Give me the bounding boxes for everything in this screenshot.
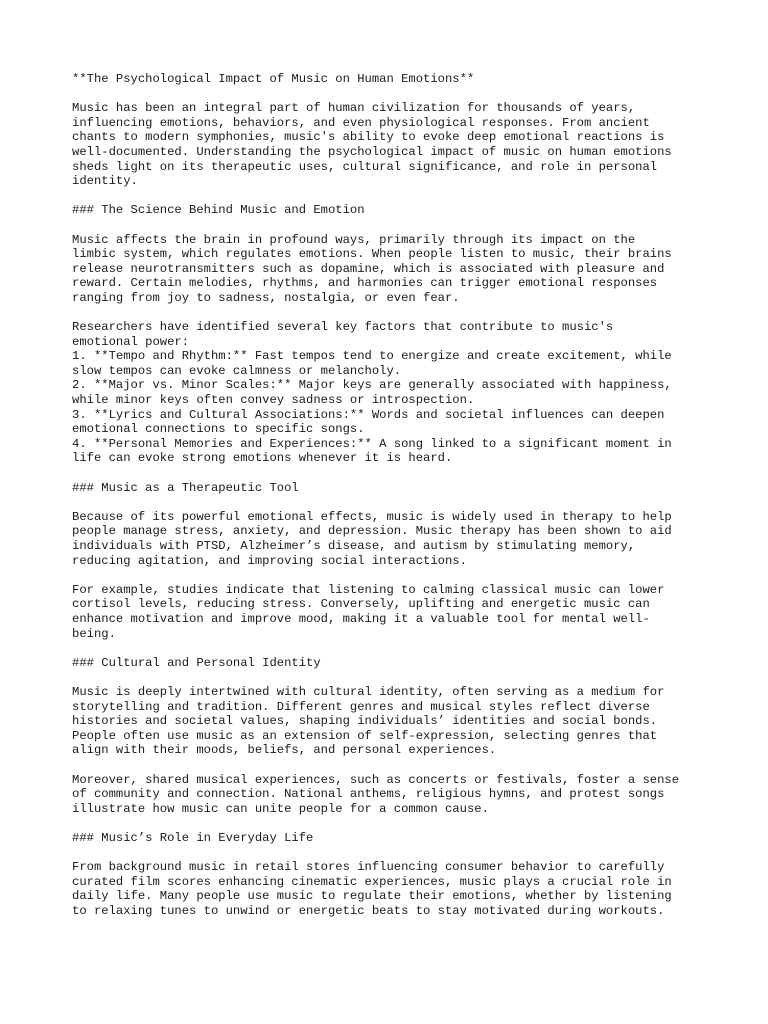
intro-paragraph [72, 101, 712, 189]
text-line: storytelling and tradition. Different genres and musical styles reflect diverse [72, 699, 650, 714]
paragraph-gap [72, 466, 712, 481]
text-line: histories and societal values, shaping individuals’ identities and social bonds. [72, 714, 658, 729]
identity-paragraph [72, 685, 712, 758]
paragraph-gap [72, 495, 712, 510]
text-line: sheds light on its therapeutic uses, cultural significance, and role in personal [72, 159, 658, 174]
text-line: well-documented. Understanding the psychological impact of music on human emotions [72, 144, 672, 159]
document-page [72, 72, 712, 918]
text-line: **The Psychological Impact of Music on Human Emotions** [72, 72, 475, 86]
text-line: of community and connection. National anthems, religious hymns, and protest songs [72, 787, 665, 802]
section-heading-therapy [72, 481, 712, 496]
text-line: curated film scores enhancing cinematic experiences, music plays a crucial role in [72, 874, 672, 889]
paragraph-gap [72, 306, 712, 321]
text-line: From background music in retail stores influencing consumer behavior to carefully [72, 860, 665, 875]
paragraph-gap [72, 845, 712, 860]
science-paragraph [72, 233, 712, 306]
text-line: ranging from joy to sadness, nostalgia, or even fear. [72, 290, 460, 305]
text-line: align with their moods, beliefs, and personal experiences. [72, 743, 497, 758]
paragraph-gap [72, 670, 712, 685]
text-line: being. [72, 626, 116, 641]
text-line: enhance motivation and improve mood, making it a valuable tool for mental well- [72, 611, 650, 626]
text-line: while minor keys often convey sadness or introspection. [72, 393, 475, 408]
paragraph-gap [72, 189, 712, 204]
text-line: Because of its powerful emotional effects, music is widely used in therapy to help [72, 509, 672, 524]
section-heading-identity [72, 656, 712, 671]
text-line: People often use music as an extension of self-expression, selecting genres that [72, 728, 658, 743]
text-line: individuals with PTSD, Alzheimer’s disease, and autism by stimulating memory, [72, 539, 636, 553]
text-line: release neurotransmitters such as dopamine, which is associated with pleasure and [72, 261, 665, 276]
paragraph-gap [72, 641, 712, 656]
community-paragraph [72, 773, 712, 817]
text-line: 2. **Major vs. Minor Scales:** Major keys are generally associated with happiness, [72, 378, 672, 393]
text-line: cortisol levels, reducing stress. Conversely, uplifting and energetic music can [72, 597, 650, 612]
text-line: slow tempos can evoke calmness or melancholy. [72, 363, 402, 378]
text-line: Music has been an integral part of human civilization for thousands of years, [72, 101, 636, 116]
paragraph-gap [72, 758, 712, 773]
text-line: to relaxing tunes to unwind or energetic beats to stay motivated during workouts. [72, 903, 665, 918]
text-line: 1. **Tempo and Rhythm:** Fast tempos tend to energize and create excitement, while [72, 349, 672, 364]
key-factors-list [72, 320, 712, 466]
section-heading-everyday [72, 831, 712, 846]
text-line: limbic system, which regulates emotions. When people listen to music, their brains [72, 247, 672, 262]
text-line: 3. **Lyrics and Cultural Associations:** Words and societal influences can deepen [72, 407, 665, 422]
text-line: daily life. Many people use music to regulate their emotions, whether by listening [72, 889, 672, 904]
paragraph-gap [72, 568, 712, 583]
text-line: emotional power: [72, 334, 190, 349]
therapy-paragraph [72, 510, 712, 568]
text-line: ### The Science Behind Music and Emotion [72, 203, 365, 218]
text-line: ### Music’s Role in Everyday Life [72, 830, 314, 845]
document-title [72, 72, 712, 87]
everyday-paragraph [72, 860, 712, 918]
paragraph-gap [72, 87, 712, 102]
text-line: chants to modern symphonies, music's ability to evoke deep emotional reactions is [72, 130, 665, 145]
text-line: influencing emotions, behaviors, and even physiological responses. From ancient [72, 115, 650, 130]
text-line: ### Music as a Therapeutic Tool [72, 480, 299, 495]
text-line: identity. [72, 174, 138, 189]
text-line: illustrate how music can unite people for a common cause. [72, 801, 489, 816]
paragraph-gap [72, 816, 712, 831]
text-line: emotional connections to specific songs. [72, 422, 365, 437]
text-line: ### Cultural and Personal Identity [72, 655, 321, 670]
text-line: Music affects the brain in profound ways, primarily through its impact on the [72, 232, 636, 247]
section-heading-science [72, 203, 712, 218]
therapy-example-paragraph [72, 583, 712, 641]
text-line: Moreover, shared musical experiences, such as concerts or festivals, foster a sense [72, 772, 680, 787]
text-line: reducing agitation, and improving social interactions. [72, 553, 467, 568]
paragraph-gap [72, 218, 712, 233]
text-line: reward. Certain melodies, rhythms, and harmonies can trigger emotional responses [72, 276, 658, 291]
text-line: people manage stress, anxiety, and depression. Music therapy has been shown to aid [72, 524, 672, 539]
text-line: 4. **Personal Memories and Experiences:** A song linked to a significant moment in [72, 436, 672, 451]
text-line: Researchers have identified several key factors that contribute to music's [72, 320, 614, 335]
text-line: Music is deeply intertwined with cultural identity, often serving as a medium for [72, 684, 665, 699]
text-line: life can evoke strong emotions whenever it is heard. [72, 451, 453, 466]
text-line: For example, studies indicate that listening to calming classical music can lower [72, 582, 665, 597]
